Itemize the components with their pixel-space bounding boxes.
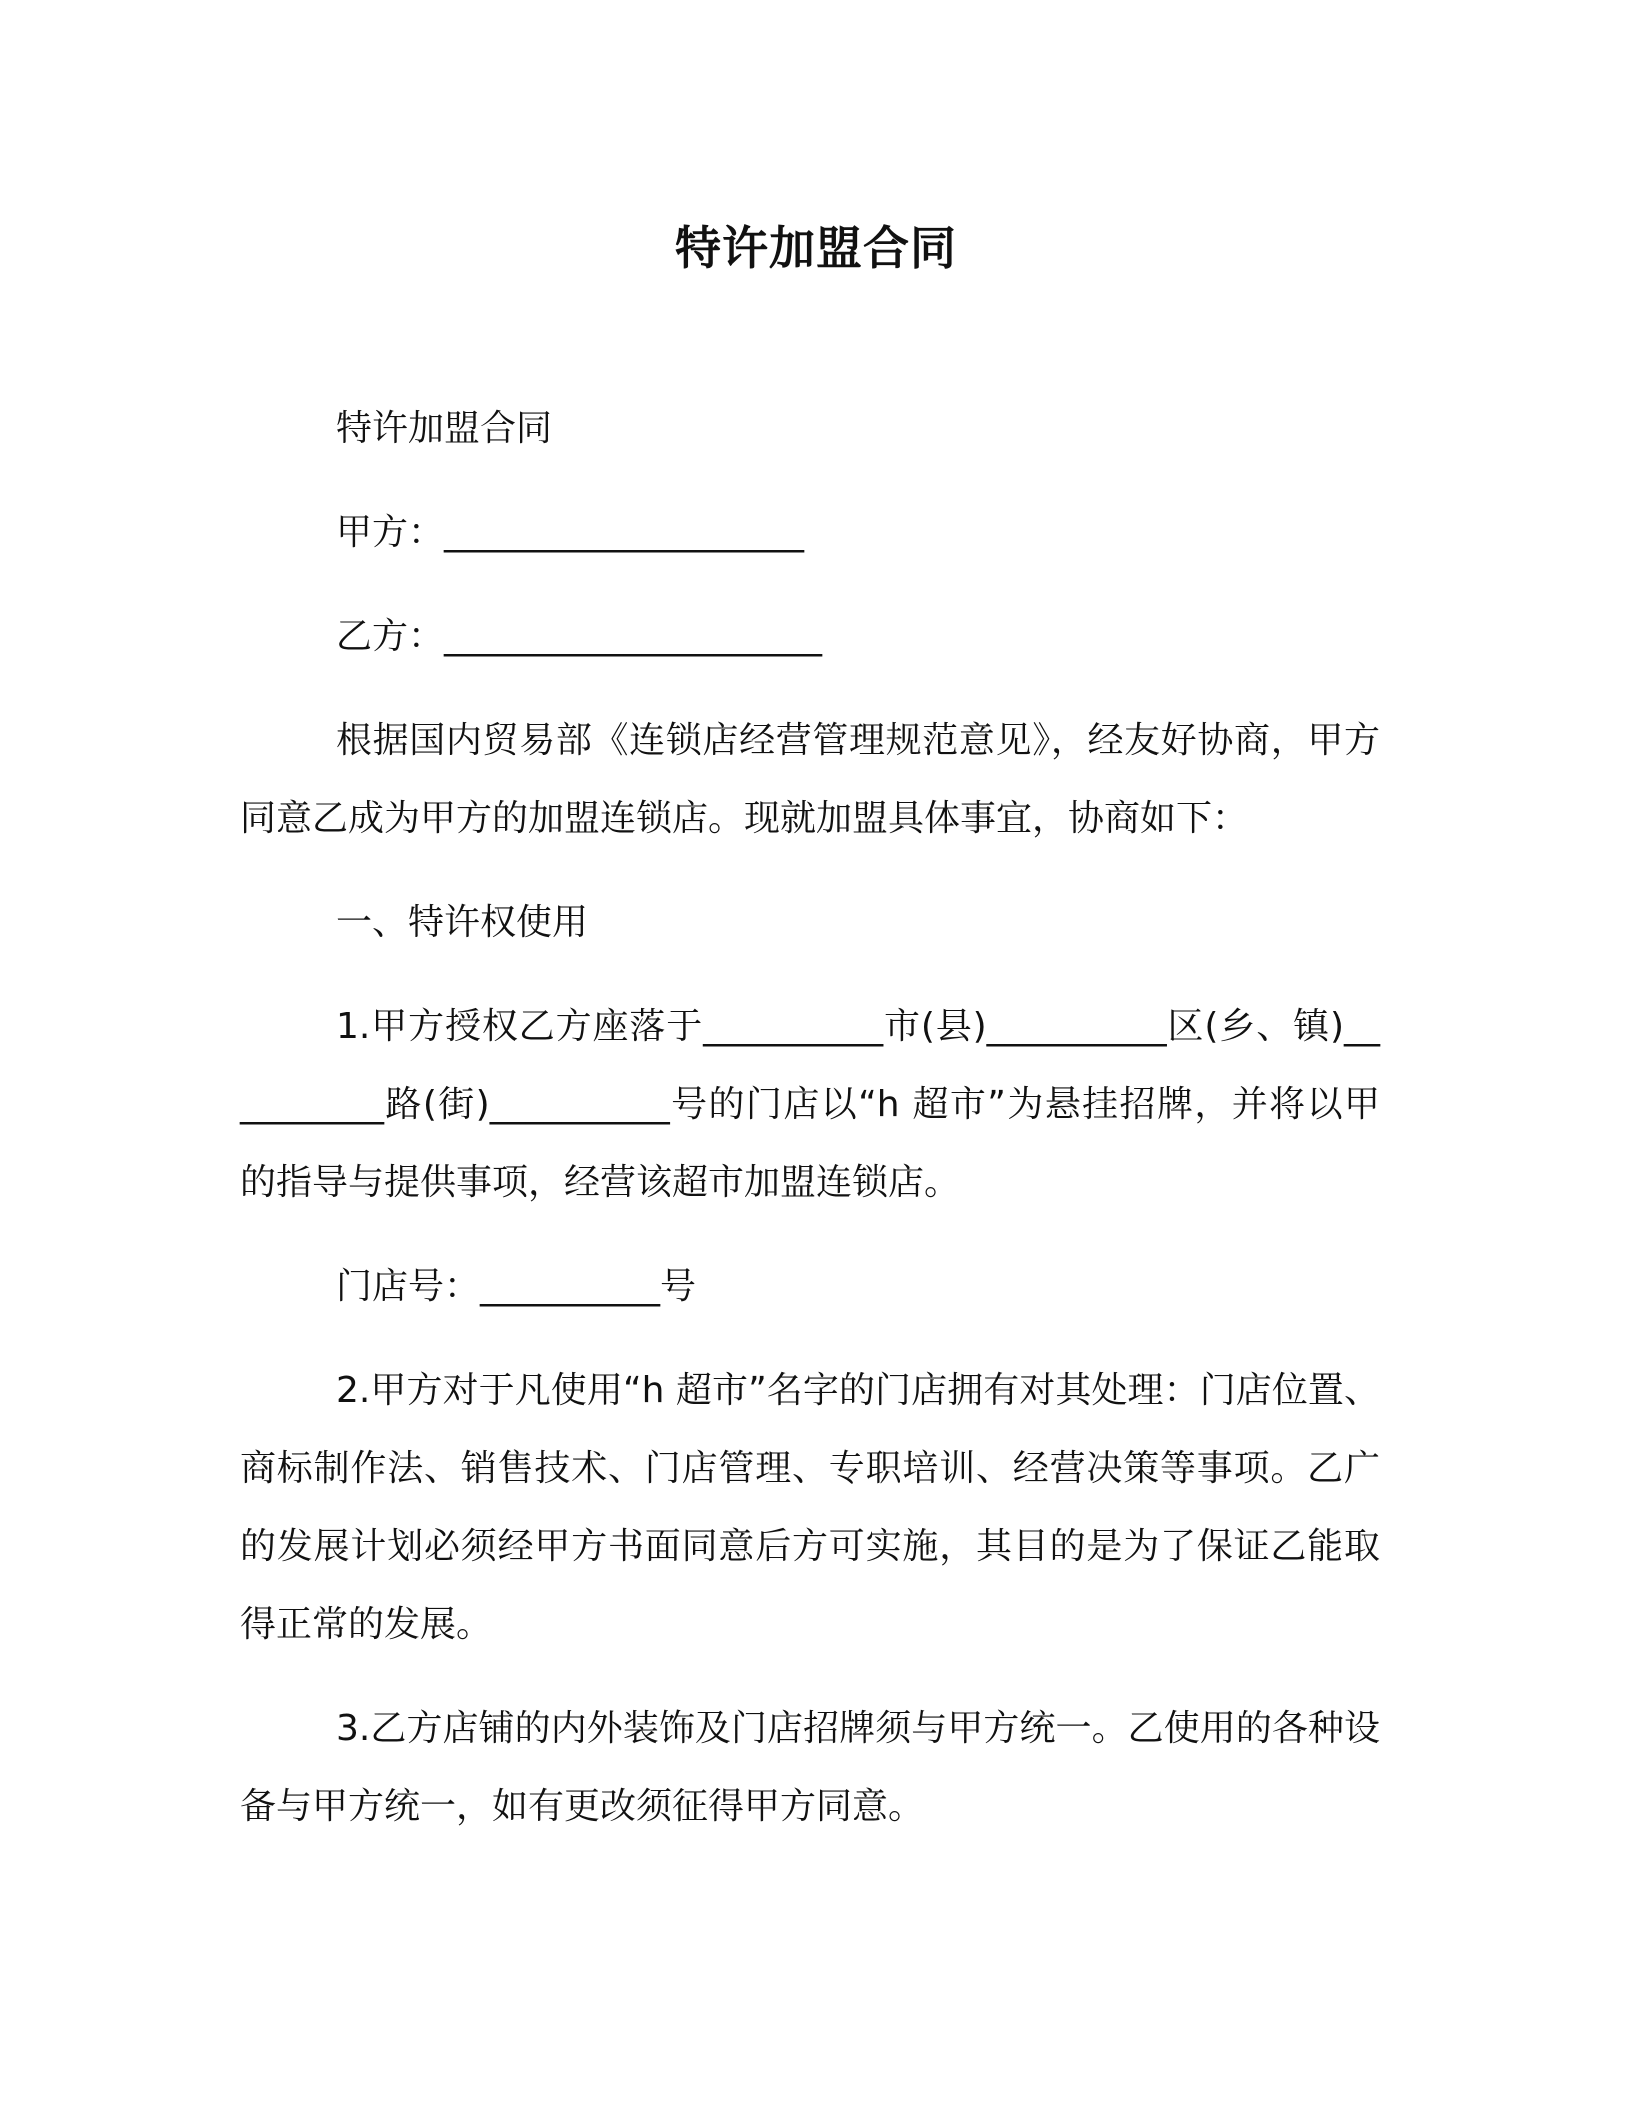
- party-b-line: 乙方：_____________________: [336, 616, 823, 657]
- clause-3-paragraph: 3.乙方店铺的内外装饰及门店招牌须与甲方统一。乙使用的各种设备与甲方统一，如有更改须征得甲方同意。: [240, 1708, 1380, 1827]
- document-body: [240, 390, 1380, 1872]
- clause-2-paragraph: 2.甲方对于凡使用“h 超市”名字的门店拥有对其处理：门店位置、商标制作法、销售技术、门店管理、专职培训、经营决策等事项。乙广的发展计划必须经甲方书面同意后方可实施，其目的是为了保证乙能取得正常的发展。: [240, 1370, 1380, 1645]
- party-a-line: 甲方：____________________: [336, 512, 805, 553]
- preamble-paragraph: 根据国内贸易部《连锁店经营管理规范意见》，经友好协商，甲方同意乙成为甲方的加盟连锁店。现就加盟具体事宜，协商如下：: [240, 720, 1380, 839]
- store-number-line: 门店号：__________号: [336, 1266, 697, 1307]
- section-heading-1: 一、特许权使用: [336, 902, 589, 943]
- clause-1-paragraph: 1.甲方授权乙方座落于__________市(县)__________区(乡、镇)__________路(街)__________号的门店以“h 超市”为悬挂招牌，并将以甲的指导与提供事项，经营该超市加盟连锁店。: [240, 1006, 1380, 1203]
- contract-heading: 特许加盟合同: [336, 408, 553, 449]
- document-title: 特许加盟合同: [675, 221, 957, 275]
